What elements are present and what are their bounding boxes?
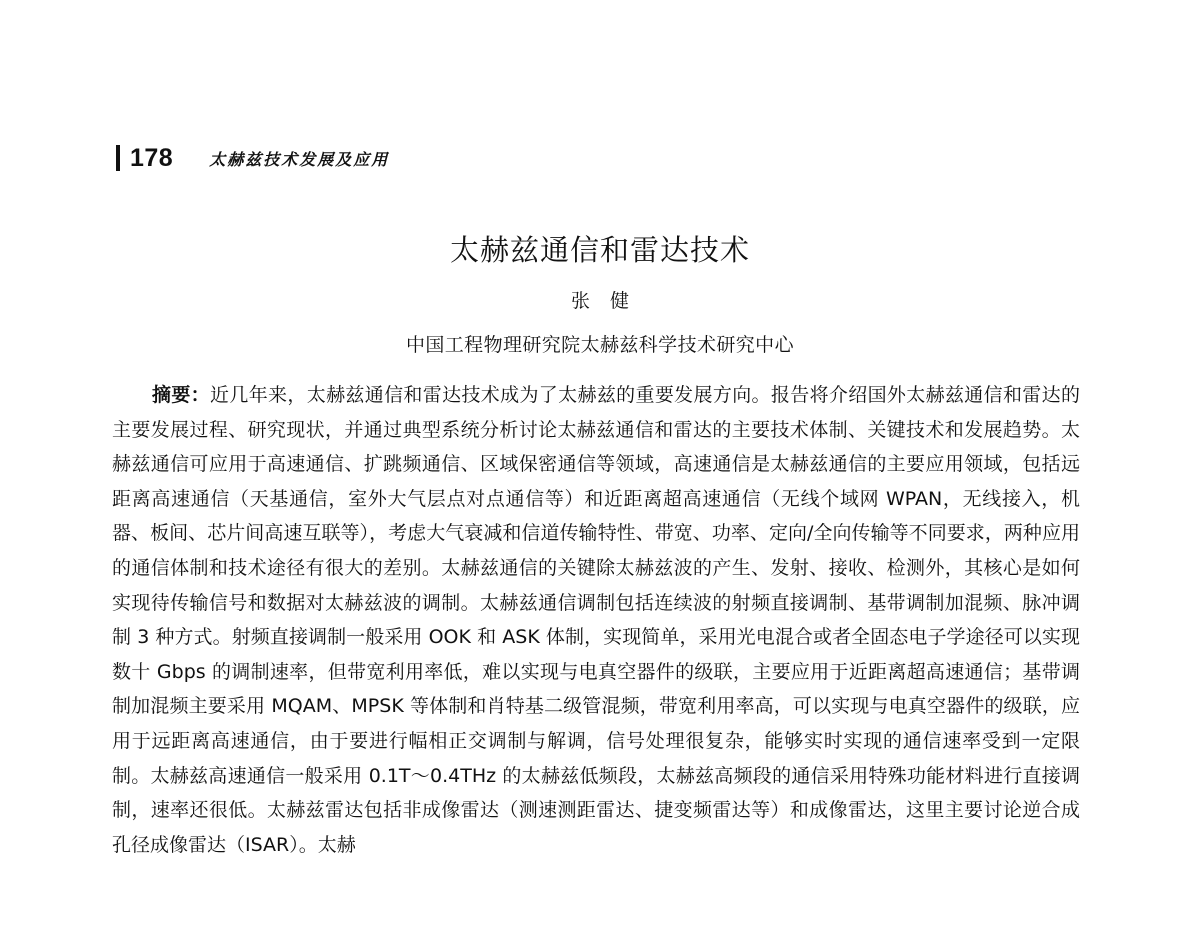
page-number: 178 [130, 143, 174, 172]
abstract-text: 近几年来，太赫兹通信和雷达技术成为了太赫兹的重要发展方向。报告将介绍国外太赫兹通信和雷达的主要发展过程、研究现状，并通过典型系统分析讨论太赫兹通信和雷达的主要技术体制、关键技术和发展趋势。太赫兹通信可应用于高速通信、扩跳频通信、区域保密通信等领域，高速通信是太赫兹通信的主要应用领域，包括远距离高速通信（天基通信，室外大气层点对点通信等）和近距离超高速通信（无线个域网 WPAN，无线接入，机器、板间、芯片间高速互联等），考虑大气衰减和信道传输特性、带宽、功率、定向/全向传输等不同要求，两种应用的通信体制和技术途径有很大的差别。太赫兹通信的关键除太赫兹波的产生、发射、接收、检测外，其核心是如何实现待传输信号和数据对太赫兹波的调制。太赫兹通信调制包括连续波的射频直接调制、基带调制加混频、脉冲调制 3 种方式。射频直接调制一般采用 OOK 和 ASK 体制，实现简单，采用光电混合或者全固态电子学途径可以实现数十 Gbps 的调制速率，但带宽利用率低，难以实现与电真空器件的级联，主要应用于近距离超高速通信；基带调制加混频主要采用 MQAM、MPSK 等体制和肖特基二级管混频，带宽利用率高，可以实现与电真空器件的级联，应用于远距离高速通信，由于要进行幅相正交调制与解调，信号处理很复杂，能够实时实现的通信速率受到一定限制。太赫兹高速通信一般采用 0.1T～0.4THz 的太赫兹低频段，太赫兹高频段的通信采用特殊功能材料进行直接调制，速率还很低。太赫兹雷达包括非成像雷达（测速测距雷达、捷变频雷达等）和成像雷达，这里主要讨论逆合成孔径成像雷达（ISAR）。太赫 [112, 384, 1080, 856]
paper-title: 太赫兹通信和雷达技术 [449, 233, 750, 267]
abstract-label: 摘要： [152, 384, 211, 406]
author-affiliation: 中国工程物理研究院太赫兹科学技术研究中心 [405, 334, 794, 356]
abstract-paragraph [112, 378, 1080, 862]
author-name: 张健 [570, 290, 649, 312]
book-title: 太赫兹技术发展及应用 [209, 149, 390, 169]
running-head-rule [116, 145, 120, 171]
running-head [116, 140, 389, 176]
